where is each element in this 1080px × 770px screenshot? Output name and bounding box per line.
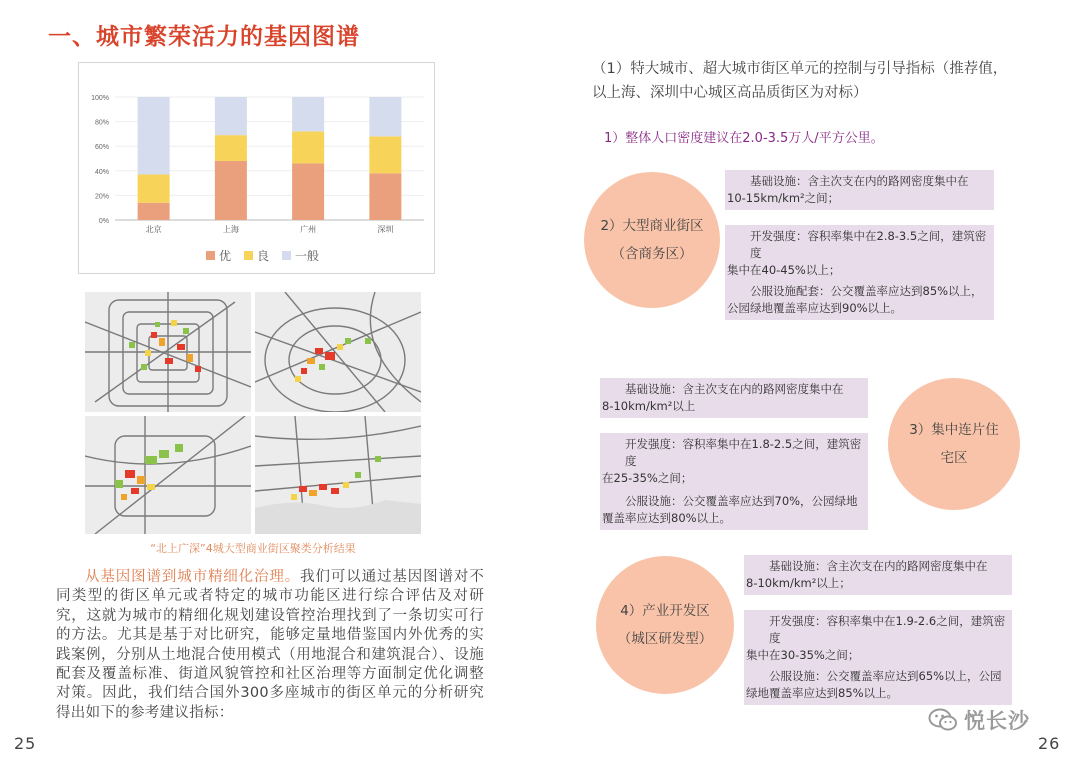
bar-良 <box>292 131 324 163</box>
paragraph-body: 我们可以通过基因图谱对不同类型的街区单元或者特定的城市功能区进行综合评估及对研究，这就为城市的精细化规划建设管控治理找到了一条切实可行的方法。尤其是基于对比研究，能够定量地借鉴国内外优秀的实践案例，分别从土地混合使用模式（用地混合和建筑混合）、设施配套及覆盖标准、街道风貌管控和社区治理等方面制定优化调整对策。因此，我们结合国外300多座城市的街区单元的分析研究得出如下的参考建议指标： <box>56 569 484 721</box>
x-tick-label: 广州 <box>300 225 317 234</box>
x-tick-label: 上海 <box>222 225 239 234</box>
zone-industrial-note-1: 基础设施：含主次支在内的路网密度集中在 8-10km/km²以上； <box>744 555 1012 595</box>
bar-一般 <box>369 97 401 136</box>
bar-良 <box>369 136 401 173</box>
legend-label: 优 <box>219 249 232 263</box>
wechat-icon <box>928 707 958 733</box>
cluster-maps <box>85 292 421 534</box>
bar-优 <box>138 203 170 220</box>
legend-swatch <box>206 251 215 260</box>
zone-residential-circle <box>888 378 1020 510</box>
brand-watermark <box>928 705 1030 735</box>
bar-一般 <box>138 97 170 174</box>
brand-name: 悦长沙 <box>964 709 1030 733</box>
map-guangzhou <box>85 416 251 534</box>
zone-industrial-label: 4）产业开发区（城区研发型） <box>617 603 713 647</box>
zone-residential-note-1: 基础设施：含主次支在内的路网密度集中在 8-10km/km²以上 <box>600 378 868 418</box>
legend-swatch <box>244 251 253 260</box>
figure-caption: “北上广深”4城大型商业街区聚类分析结果 <box>150 542 356 555</box>
y-tick-label: 80% <box>94 119 109 127</box>
bar-优 <box>369 173 401 220</box>
body-paragraph <box>56 568 484 723</box>
map-shanghai <box>255 292 421 412</box>
zone-commercial-note-2: 开发强度：容积率集中在2.8-3.5之间，建筑密度 集中在40-45%以上； <box>725 225 994 282</box>
x-tick-label: 北京 <box>145 225 162 234</box>
map-beijing <box>85 292 251 412</box>
right-heading: （1）特大城市、超大城市街区单元的控制与引导指标（推荐值，以上海、深圳中心城区高品质街区为对标） <box>592 61 1008 101</box>
chart-svg <box>79 63 436 275</box>
paragraph-lead: 从基因图谱到城市精细化治理。 <box>85 569 301 585</box>
bar-优 <box>215 161 247 220</box>
zone-commercial-label: 2）大型商业街区（含商务区） <box>600 218 704 262</box>
zone-residential-note-2: 开发强度：容积率集中在1.8-2.5之间，建筑密度 在25-35%之间； <box>600 433 868 490</box>
page-number-right: 26 <box>1038 734 1061 753</box>
bar-良 <box>138 174 170 202</box>
zone-residential-label: 3）集中连片住宅区 <box>909 422 999 466</box>
zone-residential-note-3: 公服设施：公交覆盖率应达到70%，公园绿地 覆盖率应达到80%以上。 <box>600 490 868 530</box>
y-tick-label: 40% <box>94 168 109 176</box>
x-tick-label: 深圳 <box>377 225 394 234</box>
y-tick-label: 100% <box>91 95 109 102</box>
bar-一般 <box>215 97 247 135</box>
y-tick-label: 0% <box>98 218 109 225</box>
map-beijing-graphic <box>85 292 251 412</box>
density-note: 1）整体人口密度建议在2.0-3.5万人/平方公里。 <box>604 131 884 146</box>
zone-industrial-note-3: 公服设施：公交覆盖率应达到65%以上，公园 绿地覆盖率应达到85%以上。 <box>744 665 1012 705</box>
bar-优 <box>292 163 324 220</box>
bar-一般 <box>292 97 324 131</box>
zone-industrial-note-2: 开发强度：容积率集中在1.9-2.6之间，建筑密度 集中在30-35%之间； <box>744 610 1012 667</box>
zone-commercial-note-1: 基础设施：含主次支在内的路网密度集中在 10-15km/km²之间； <box>725 170 994 210</box>
page-title: 一、城市繁荣活力的基因图谱 <box>48 24 360 50</box>
bar-良 <box>215 135 247 161</box>
zone-industrial-circle <box>596 556 734 694</box>
y-tick-label: 60% <box>94 144 109 152</box>
zone-commercial-circle <box>584 172 720 308</box>
legend-label: 一般 <box>295 249 320 263</box>
legend-swatch <box>282 251 291 260</box>
legend-label: 良 <box>257 249 270 263</box>
page-number-left: 25 <box>14 734 37 753</box>
zone-commercial-note-3: 公服设施配套：公交覆盖率应达到85%以上， 公园绿地覆盖率应达到90%以上。 <box>725 280 994 320</box>
map-shenzhen <box>255 416 421 534</box>
stacked-bar-chart <box>78 62 435 274</box>
map-guangzhou-graphic <box>85 416 251 534</box>
map-shanghai-graphic <box>255 292 421 412</box>
y-tick-label: 20% <box>94 193 109 201</box>
map-shenzhen-graphic <box>255 416 421 534</box>
